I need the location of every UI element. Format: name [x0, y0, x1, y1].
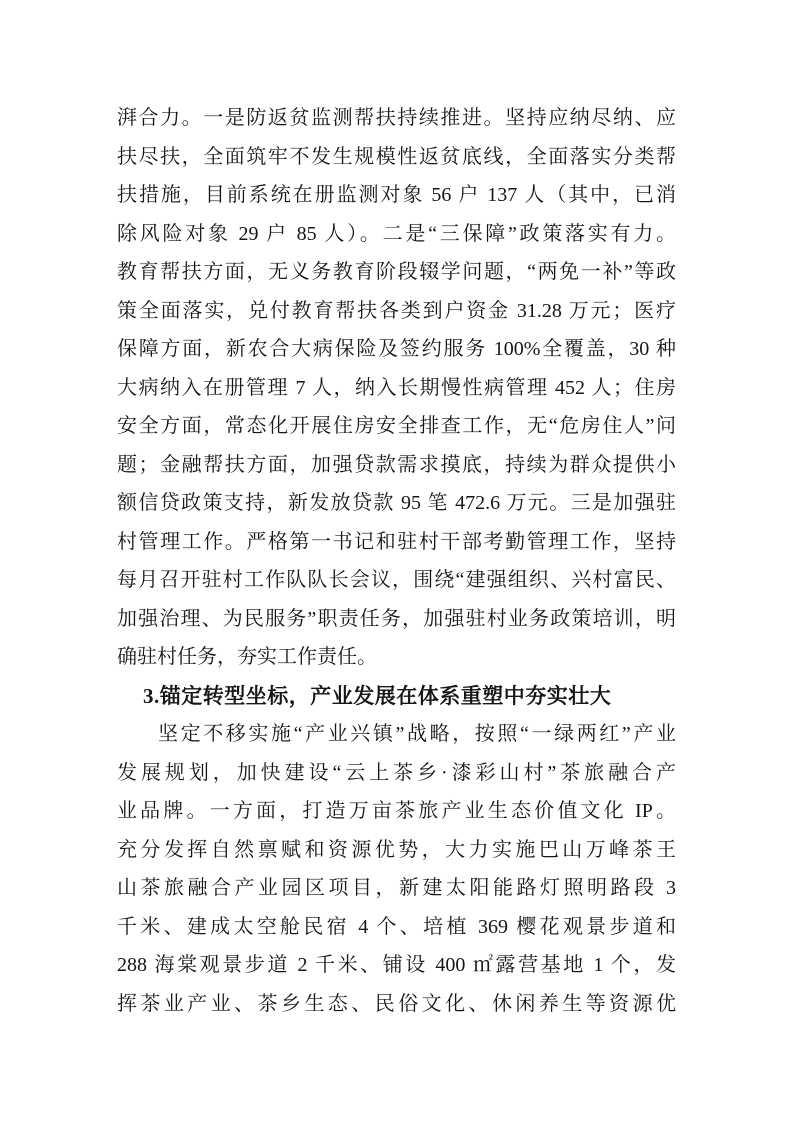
text-line [117, 523, 676, 562]
text-line [117, 831, 676, 870]
body-text: 每月召开驻村工作队队长会议，围绕“建强组织、兴村富民、 [117, 569, 676, 591]
text-line [117, 215, 676, 254]
body-text: 扶尽扶，全面筑牢不发生规模性返贫底线，全面落实分类帮 [117, 145, 676, 168]
text-line [117, 561, 676, 600]
text-line [117, 715, 676, 754]
text-line [117, 99, 676, 138]
body-text: 除风险对象 29 户 85 人）。 [117, 222, 383, 245]
body-text: 山茶旅融合产业园区项目，新建太阳能路灯照明路段 3 [117, 877, 676, 899]
body-text: 加强治理、为民服务”职责任务，加强驻村业务政策培训，明 [117, 607, 676, 630]
body-text: 额信贷政策支持，新发放贷款 95 笔 472.6 万元。 [117, 492, 571, 514]
body-text: 大病纳入在册管理 7 人，纳入长期慢性病管理 452 人；住房 [117, 376, 676, 399]
text-line [117, 754, 676, 793]
body-text: 题；金融帮扶方面，加强贷款需求摸底，持续为群众提供小 [117, 453, 676, 476]
text-line [117, 407, 676, 446]
body-text: 教育帮扶方面，无义务教育阶段辍学问题，“两免一补”等政 [117, 261, 676, 283]
emphasis-kai-text: 三是加强驻 [570, 492, 676, 514]
text-line [117, 330, 676, 369]
text-line [117, 369, 676, 408]
body-text: 扶措施，目前系统在册监测对象 56 户 137 人（其中，已消 [117, 184, 676, 206]
text-line [117, 792, 676, 831]
text-line [117, 292, 676, 331]
body-text: 发展规划，加快建设“云上茶乡·漆彩山村”茶旅融合产 [117, 761, 676, 784]
section-heading [117, 677, 676, 716]
text-line [117, 600, 676, 639]
body-text: 288 海棠观景步道 2 千米、铺设 400 ㎡露营基地 1 个，发 [117, 954, 676, 976]
emphasis-kai-text: 一方面，打造万亩茶旅产业生态价值文化 IP。 [209, 800, 676, 822]
body-text: 充分发挥自然禀赋和资源优势，大力实施巴山万峰茶王 [117, 838, 676, 861]
paragraph [117, 715, 676, 1023]
body-text: 千米、建成太空舱民宿 4 个、培植 369 樱花观景步道和 [117, 915, 676, 938]
body-text: 业品牌。 [117, 800, 210, 822]
paragraph [117, 99, 676, 677]
body-text: 坚定不移实施“产业兴镇”战略，按照“一绿两红”产业 [158, 723, 676, 745]
body-text: 保障方面，新农合大病保险及签约服务 100%全覆盖，30 种 [117, 338, 676, 360]
text-line [117, 638, 676, 677]
emphasis-kai-text: 一是防返贫监测帮扶持续推进。 [203, 107, 506, 129]
body-text: 确驻村任务，夯实工作责任。 [117, 646, 377, 668]
body-text: 安全方面，常态化开展住房安全排查工作，无“危房住人”问 [117, 415, 676, 437]
emphasis-kai-text: 村管理工作。 [117, 530, 247, 553]
text-line [117, 869, 676, 908]
text-line [117, 446, 676, 485]
text-line [117, 138, 676, 177]
text-line [117, 253, 676, 292]
text-line [117, 908, 676, 947]
heading-line: 3.锚定转型坐标，产业发展在体系重塑中夯实壮大 [143, 683, 612, 708]
body-text: 策全面落实，兑付教育帮扶各类到户资金 31.28 万元；医疗 [117, 299, 676, 322]
text-line [117, 985, 676, 1024]
text-line [117, 946, 676, 985]
emphasis-kai-text: 二是“三保障”政策落实有力。 [382, 222, 676, 245]
body-text: 坚持应纳尽纳、应 [505, 107, 676, 129]
body-text: 严格第一书记和驻村干部考勤管理工作，坚持 [246, 530, 676, 553]
text-line [117, 176, 676, 215]
body-text: 挥茶业产业、茶乡生态、民俗文化、休闲养生等资源优 [117, 992, 676, 1015]
text-line [117, 484, 676, 523]
body-text: 湃合力。 [117, 107, 204, 129]
